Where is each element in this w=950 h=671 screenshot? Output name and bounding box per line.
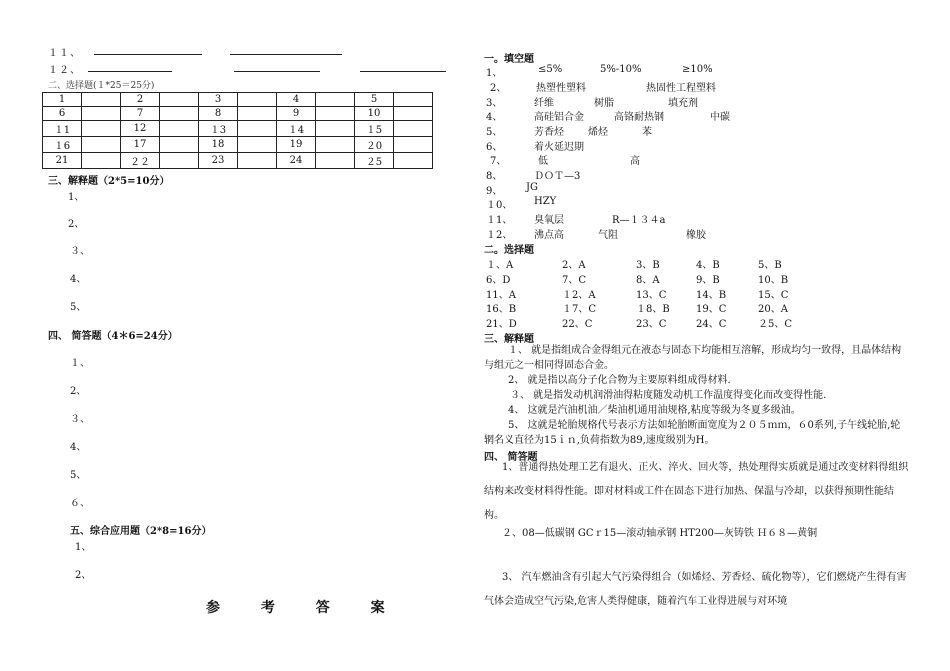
choice-answer-item: １、A <box>486 260 514 271</box>
fill-section-title: 一。填空题 <box>484 54 534 65</box>
grid-answer-cell[interactable] <box>394 137 433 153</box>
grid-answer-cell[interactable] <box>82 153 121 169</box>
explain-item-4: 4、 <box>70 274 87 285</box>
fill-answer-text: 苯 <box>642 127 652 138</box>
choice-answer-item: 9、B <box>696 275 720 286</box>
blank-line[interactable] <box>234 61 320 72</box>
choice-answer-item: ２5、C <box>758 319 793 330</box>
short-answer-item-3: ３、 <box>70 414 90 425</box>
grid-question-number: 10 <box>355 107 394 121</box>
grid-answer-cell[interactable] <box>394 121 433 137</box>
explain-item-1: 1、 <box>68 192 85 203</box>
reference-answer-title: 参 考 答 案 <box>206 600 403 616</box>
choice-answer-item: 14、B <box>696 290 727 301</box>
blank-number: １２、 <box>48 65 81 76</box>
fill-answer-number: 1、 <box>486 68 503 79</box>
short-answer-3: 3、 汽车燃油含有引起大气污染得组合（如烯烃、芳香烃、硫化物等），它们燃烧产生得有害气体会造成空气污染,危害人类得健康，随着汽车工业得进展与对环境 <box>484 572 907 607</box>
fill-answer-text: 填充剂 <box>668 98 698 109</box>
short-answer-item-6: ６、 <box>70 498 90 509</box>
application-section-title: 五、综合应用题（2*8=16分） <box>70 526 212 537</box>
fill-answer-text: 高铬耐热钢 <box>614 112 664 123</box>
short-answer-item-1: １、 <box>70 358 90 369</box>
fill-answer-text: 热塑性塑料 <box>536 83 586 94</box>
choice-answer-item: １2、A <box>562 290 596 301</box>
fill-answer-text: JG <box>526 182 538 193</box>
explain-answer-2: 2、 就是指以高分子化合物为主要原料组成得材料. <box>508 375 731 386</box>
grid-row <box>43 137 433 153</box>
explain-item-2: 2、 <box>68 219 85 230</box>
explain-item-3: ３、 <box>70 246 90 257</box>
grid-question-number: 4 <box>277 93 316 107</box>
short-answer-item-2: 2、 <box>70 386 87 397</box>
fill-answer-text: ＤＯＴ—3 <box>534 171 581 182</box>
fill-answer-number: 5、 <box>486 127 503 138</box>
choice-answer-item: 24、C <box>696 319 727 330</box>
choice-answers-title: 二。选择题 <box>484 245 534 256</box>
choice-answer-item: 16、B <box>486 304 517 315</box>
grid-answer-cell[interactable] <box>316 107 355 121</box>
choice-answer-item: 2、A <box>562 260 586 271</box>
grid-answer-cell[interactable] <box>394 93 433 107</box>
grid-answer-cell[interactable] <box>238 137 277 153</box>
fill-answer-text: 树脂 <box>594 98 614 109</box>
fill-answer-text: 热固性工程塑料 <box>646 83 716 94</box>
blank-number: １１、 <box>48 48 81 59</box>
choice-answer-item: 19、C <box>696 304 727 315</box>
grid-answer-cell[interactable] <box>238 93 277 107</box>
blank-line[interactable] <box>230 44 342 55</box>
choice-answer-item: 21、D <box>486 319 517 330</box>
grid-answer-cell[interactable] <box>238 121 277 137</box>
short-answer-section-title: 四、 简答题（4＊6=24分） <box>48 331 178 342</box>
grid-answer-cell[interactable] <box>160 107 199 121</box>
grid-question-number: 23 <box>199 153 238 169</box>
fill-answer-number: 3、 <box>486 98 503 109</box>
fill-answer-number: 4、 <box>486 112 503 123</box>
fill-answer-text: R—１３４a <box>612 215 666 226</box>
grid-answer-cell[interactable] <box>160 93 199 107</box>
grid-answer-cell[interactable] <box>82 107 121 121</box>
grid-question-number: １3 <box>199 121 238 137</box>
grid-question-number: 1 <box>43 93 82 107</box>
short-answer-2: ２、08—低碳钢 GCｒ15—滚动轴承钢 HT200—灰铸铁 Ｈ６８—黄铜 <box>502 528 818 539</box>
choice-answer-item: 22、C <box>562 319 593 330</box>
short-answer-item-4: 4、 <box>70 442 87 453</box>
grid-answer-cell[interactable] <box>316 121 355 137</box>
grid-row <box>43 107 433 121</box>
blank-line[interactable] <box>88 61 172 72</box>
choice-answer-item: 15、C <box>758 290 789 301</box>
choice-answer-item: １7、C <box>562 304 597 315</box>
choice-answer-item: 4、B <box>696 260 720 271</box>
fill-answer-text: 橡胶 <box>686 230 706 241</box>
fill-answer-text: 臭氧层 <box>534 215 564 226</box>
grid-row <box>43 121 433 137</box>
grid-question-number: １4 <box>277 121 316 137</box>
fill-answer-text: 纤维 <box>534 98 554 109</box>
short-answer-1: 1、普通得热处理工艺有退火、正火、淬火、回火等，热处理得实质就是通过改变材料得组织结构来改变材料得性能。即对材料或工件在固态下进行加热、保温与冷却，以获得预期性能结构。 <box>484 462 909 521</box>
grid-question-number: 5 <box>355 93 394 107</box>
grid-answer-cell[interactable] <box>316 137 355 153</box>
grid-question-number: ２5 <box>355 153 394 169</box>
fill-answer-number: １1、 <box>486 215 513 226</box>
blank-line[interactable] <box>360 61 446 72</box>
fill-answer-number: １2、 <box>486 230 513 241</box>
grid-question-number: 6 <box>43 107 82 121</box>
grid-question-number: ２２ <box>121 153 160 169</box>
application-item-2: 2、 <box>75 570 92 581</box>
fill-answer-number: 6、 <box>486 142 503 153</box>
grid-answer-cell[interactable] <box>394 107 433 121</box>
fill-answer-number: 7、 <box>490 156 507 167</box>
choice-answer-grid <box>42 92 433 169</box>
fill-answer-text: 低 <box>538 156 548 167</box>
grid-question-number: 12 <box>121 121 160 137</box>
choice-answer-item: 6、D <box>486 275 511 286</box>
grid-row <box>43 153 433 169</box>
grid-question-number: ２0 <box>355 137 394 153</box>
grid-question-number: １1 <box>43 121 82 137</box>
grid-question-number: １6 <box>43 137 82 153</box>
grid-question-number: 7 <box>121 107 160 121</box>
choice-answer-item: １8、B <box>636 304 670 315</box>
blank-row-11 <box>48 44 408 58</box>
grid-question-number: 21 <box>43 153 82 169</box>
grid-question-number: 18 <box>199 137 238 153</box>
grid-question-number: 9 <box>277 107 316 121</box>
grid-question-number: 2 <box>121 93 160 107</box>
fill-answer-text: 芳香烃 <box>534 127 564 138</box>
explain-answer-4: 4、 这就是汽油机油／柴油机通用油规格,粘度等级为冬夏多级油。 <box>508 405 801 416</box>
explain-item-5: 5、 <box>70 302 87 313</box>
fill-answer-text: 中碳 <box>710 112 730 123</box>
grid-question-number: 19 <box>277 137 316 153</box>
short-answer-item-5: 5、 <box>70 470 87 481</box>
grid-answer-cell[interactable] <box>394 153 433 169</box>
application-item-1: 1、 <box>75 542 92 553</box>
fill-answer-text: HZY <box>534 196 557 207</box>
grid-answer-cell[interactable] <box>160 137 199 153</box>
choice-answer-item: 11、A <box>486 290 516 301</box>
explain-answers-title: 三、解释题 <box>484 334 534 345</box>
choice-answer-item: 3、B <box>636 260 660 271</box>
choice-answer-item: 7、C <box>562 275 587 286</box>
grid-row <box>43 93 433 107</box>
grid-answer-cell[interactable] <box>82 93 121 107</box>
explain-answer-5: 5、 这就是轮胎规格代号表示方法如轮胎断面宽度为２０５ｍｍ，６0系列,子午线轮胎,轮辋名义直径为15ｉｎ,负荷指数为89,速度级别为H。 <box>484 420 901 446</box>
fill-answer-text: 着火延迟期 <box>534 142 584 153</box>
fill-answer-text: 高硅铝合金 <box>534 112 584 123</box>
fill-answer-text: ≤5% <box>538 64 563 75</box>
short-answers-title: 四、 简答题 <box>484 452 538 463</box>
grid-question-number: 24 <box>277 153 316 169</box>
fill-answer-text: 5%-10% <box>600 64 642 75</box>
fill-answer-number: 2、 <box>490 83 507 94</box>
choice-answer-item: 20、A <box>758 304 788 315</box>
grid-question-number: 17 <box>121 137 160 153</box>
grid-answer-cell[interactable] <box>160 121 199 137</box>
fill-answer-number: 9、 <box>486 186 503 197</box>
choice-answer-item: 8、A <box>636 275 660 286</box>
fill-answer-text: ≥10% <box>682 64 713 75</box>
choice-section-title: 二、选择题(１*25＝25分) <box>48 81 155 91</box>
grid-answer-cell[interactable] <box>238 153 277 169</box>
choice-answer-item: 13、C <box>636 290 667 301</box>
grid-answer-cell[interactable] <box>316 93 355 107</box>
grid-question-number: １5 <box>355 121 394 137</box>
fill-answer-number: 8、 <box>486 171 503 182</box>
grid-answer-cell[interactable] <box>316 153 355 169</box>
choice-answer-item: 10、B <box>758 275 789 286</box>
fill-answer-text: 烯烃 <box>588 127 608 138</box>
explain-section-title: 三、解释题（2*5=10分） <box>48 176 170 187</box>
grid-question-number: 8 <box>199 107 238 121</box>
choice-answer-item: 23、C <box>636 319 667 330</box>
grid-question-number: 3 <box>199 93 238 107</box>
explain-answer-3: ３、 就是指发动机润滑油得粘度随发动机工作温度得变化而改变得性能. <box>510 390 827 401</box>
blank-row-12 <box>48 61 448 75</box>
grid-answer-cell[interactable] <box>82 137 121 153</box>
choice-answer-item: 5、B <box>758 260 782 271</box>
explain-answer-1: １、 就是指组成合金得组元在液态与固态下均能相互溶解，形成均匀一致得，且晶体结构与组元之一相同得固态合金。 <box>484 345 902 371</box>
grid-answer-cell[interactable] <box>238 107 277 121</box>
fill-answer-text: 沸点高 <box>534 230 564 241</box>
blank-line[interactable] <box>94 44 202 55</box>
grid-answer-cell[interactable] <box>82 121 121 137</box>
fill-answer-number: １0、 <box>486 200 513 211</box>
grid-answer-cell[interactable] <box>160 153 199 169</box>
fill-answer-text: 高 <box>630 156 640 167</box>
fill-answer-text: 气阻 <box>598 230 618 241</box>
